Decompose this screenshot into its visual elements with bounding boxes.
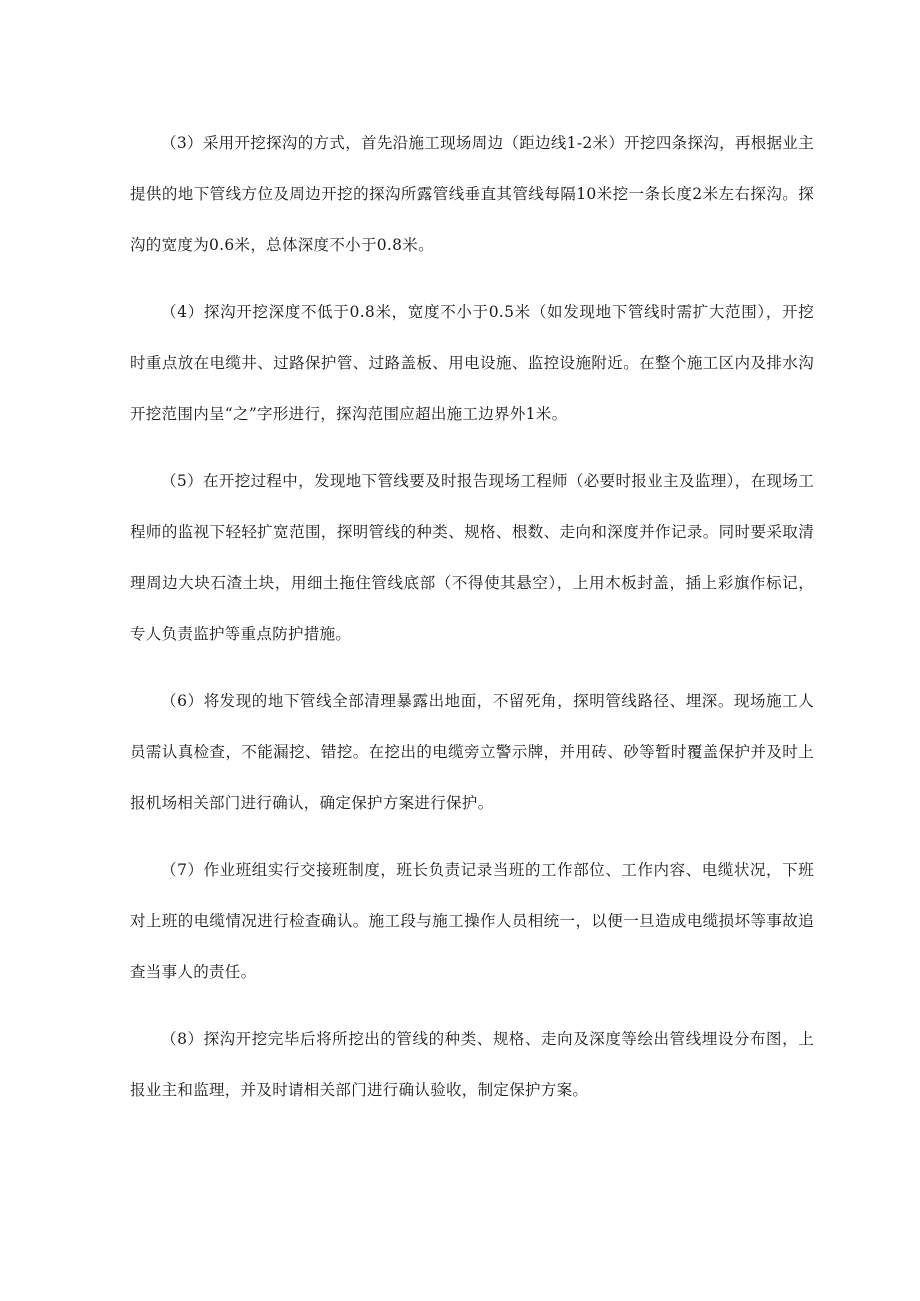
paragraph-6: （6）将发现的地下管线全部清理暴露出地面，不留死角，探明管线路径、埋深。现场施工人员需认真检查，不能漏挖、错挖。在挖出的电缆旁立警示牌，并用砖、砂等暂时覆盖保护并及时上报机场相关部门进行确认，确定保护方案进行保护。 (130, 692, 814, 812)
paragraph-8: （8）探沟开挖完毕后将所挖出的管线的种类、规格、走向及深度等绘出管线埋设分布图，上报业主和监理，并及时请相关部门进行确认验收，制定保护方案。 (130, 1030, 814, 1099)
document-body (130, 118, 814, 1132)
paragraph-5: （5）在开挖过程中，发现地下管线要及时报告现场工程师（必要时报业主及监理），在现场工程师的监视下轻轻扩宽范围，探明管线的种类、规格、根数、走向和深度并作记录。同时要采取清理周边大块石渣土块，用细土拖住管线底部（不得使其悬空），上用木板封盖，插上彩旗作标记，专人负责监护等重点防护措施。 (130, 472, 814, 643)
paragraph-3: （3）采用开挖探沟的方式，首先沿施工现场周边（距边线1-2米）开挖四条探沟，再根据业主提供的地下管线方位及周边开挖的探沟所露管线垂直其管线每隔10米挖一条长度2米左右探沟。探沟的宽度为0.6米，总体深度不小于0.8米。 (130, 134, 814, 254)
paragraph-7: （7）作业班组实行交接班制度，班长负责记录当班的工作部位、工作内容、电缆状况，下班对上班的电缆情况进行检查确认。施工段与施工操作人员相统一，以便一旦造成电缆损坏等事故追查当事人的责任。 (130, 861, 814, 981)
paragraph-4: （4）探沟开挖深度不低于0.8米，宽度不小于0.5米（如发现地下管线时需扩大范围），开挖时重点放在电缆井、过路保护管、过路盖板、用电设施、监控设施附近。在整个施工区内及排水沟开挖范围内呈“之”字形进行，探沟范围应超出施工边界外1米。 (130, 303, 814, 423)
